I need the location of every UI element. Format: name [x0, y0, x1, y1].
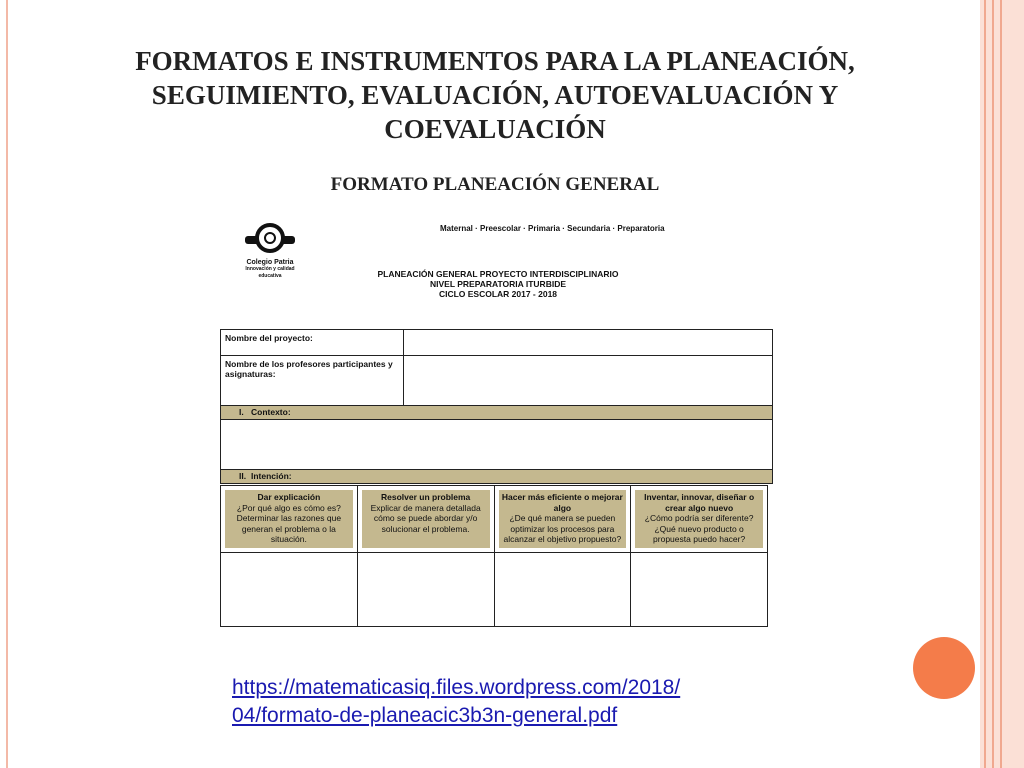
intention-answer-cell — [221, 553, 358, 627]
slide-subtitle: FORMATO PLANEACIÓN GENERAL — [330, 174, 660, 195]
teachers-field — [404, 356, 773, 406]
right-border-line — [992, 0, 994, 768]
teachers-label: Nombre de los profesores participantes y asignaturas: — [221, 356, 404, 406]
planning-form-image — [218, 215, 778, 640]
intention-title: Resolver un problema — [380, 492, 471, 502]
source-link-line-2: 04/formato-de-planeacic3b3n-general.pdf — [232, 704, 618, 727]
right-border-line — [984, 0, 986, 768]
section-number: I. — [239, 407, 244, 417]
section-intention-header — [221, 470, 773, 484]
intention-answer-cell — [357, 553, 494, 627]
project-name-label: Nombre del proyecto: — [221, 330, 404, 356]
section-label: Intención: — [251, 471, 292, 481]
decorative-circle — [913, 637, 975, 699]
intention-box — [362, 490, 490, 548]
intention-answer-cell — [631, 553, 768, 627]
section-number: II. — [239, 471, 247, 481]
project-info-table — [220, 329, 773, 484]
intention-box — [499, 490, 627, 548]
context-field — [221, 420, 773, 470]
intention-cell — [631, 486, 768, 553]
school-levels: Maternal · Preescolar · Primaria · Secundaria · Preparatoria — [440, 224, 665, 233]
logo-icon — [245, 223, 295, 257]
intention-answer-cell — [494, 553, 631, 627]
intention-cell — [221, 486, 358, 553]
intention-cell — [357, 486, 494, 553]
logo-tagline: educativa — [258, 273, 282, 279]
right-border-line — [1000, 0, 1002, 768]
intention-box — [225, 490, 353, 548]
intention-title: Hacer más eficiente o mejorar algo — [501, 492, 623, 513]
intention-body: Explicar de manera detallada cómo se puede abordar y/o solucionar el problema. — [370, 502, 481, 534]
intention-body: ¿Cómo podría ser diferente? ¿Qué nuevo producto o propuesta puedo hacer? — [644, 513, 754, 544]
section-context-header — [221, 406, 773, 420]
logo-tagline: Innovación y calidad — [245, 266, 295, 272]
left-border-line — [6, 0, 8, 768]
source-link[interactable] — [232, 674, 752, 730]
form-heading — [348, 269, 648, 299]
form-heading-line: NIVEL PREPARATORIA ITURBIDE — [429, 279, 566, 289]
intention-title: Dar explicación — [257, 492, 321, 502]
school-logo — [235, 223, 305, 280]
form-heading-line: CICLO ESCOLAR 2017 - 2018 — [438, 289, 558, 299]
intention-cell — [494, 486, 631, 553]
intention-body: ¿De qué manera se pueden optimizar los procesos para alcanzar el objetivo propuesto? — [503, 513, 622, 544]
intention-box — [635, 490, 763, 548]
intention-body: ¿Por qué algo es cómo es? Determinar las razones que generan el problema o la situación. — [236, 502, 342, 544]
intention-table — [220, 485, 768, 627]
project-name-field — [404, 330, 773, 356]
logo-name: Colegio Patria — [246, 259, 294, 266]
right-border-band — [980, 0, 1024, 768]
intention-title: Inventar, innovar, diseñar o crear algo nuevo — [644, 492, 755, 513]
source-link-line-1: https://matematicasiq.files.wordpress.com/2018/ — [232, 676, 681, 699]
form-heading-line: PLANEACIÓN GENERAL PROYECTO INTERDISCIPLINARIO — [377, 269, 619, 279]
slide-title: FORMATOS E INSTRUMENTOS PARA LA PLANEACIÓN, SEGUIMIENTO, EVALUACIÓN, AUTOEVALUACIÓN Y COEVALUACIÓN — [135, 46, 855, 144]
section-label: Contexto: — [251, 407, 291, 417]
